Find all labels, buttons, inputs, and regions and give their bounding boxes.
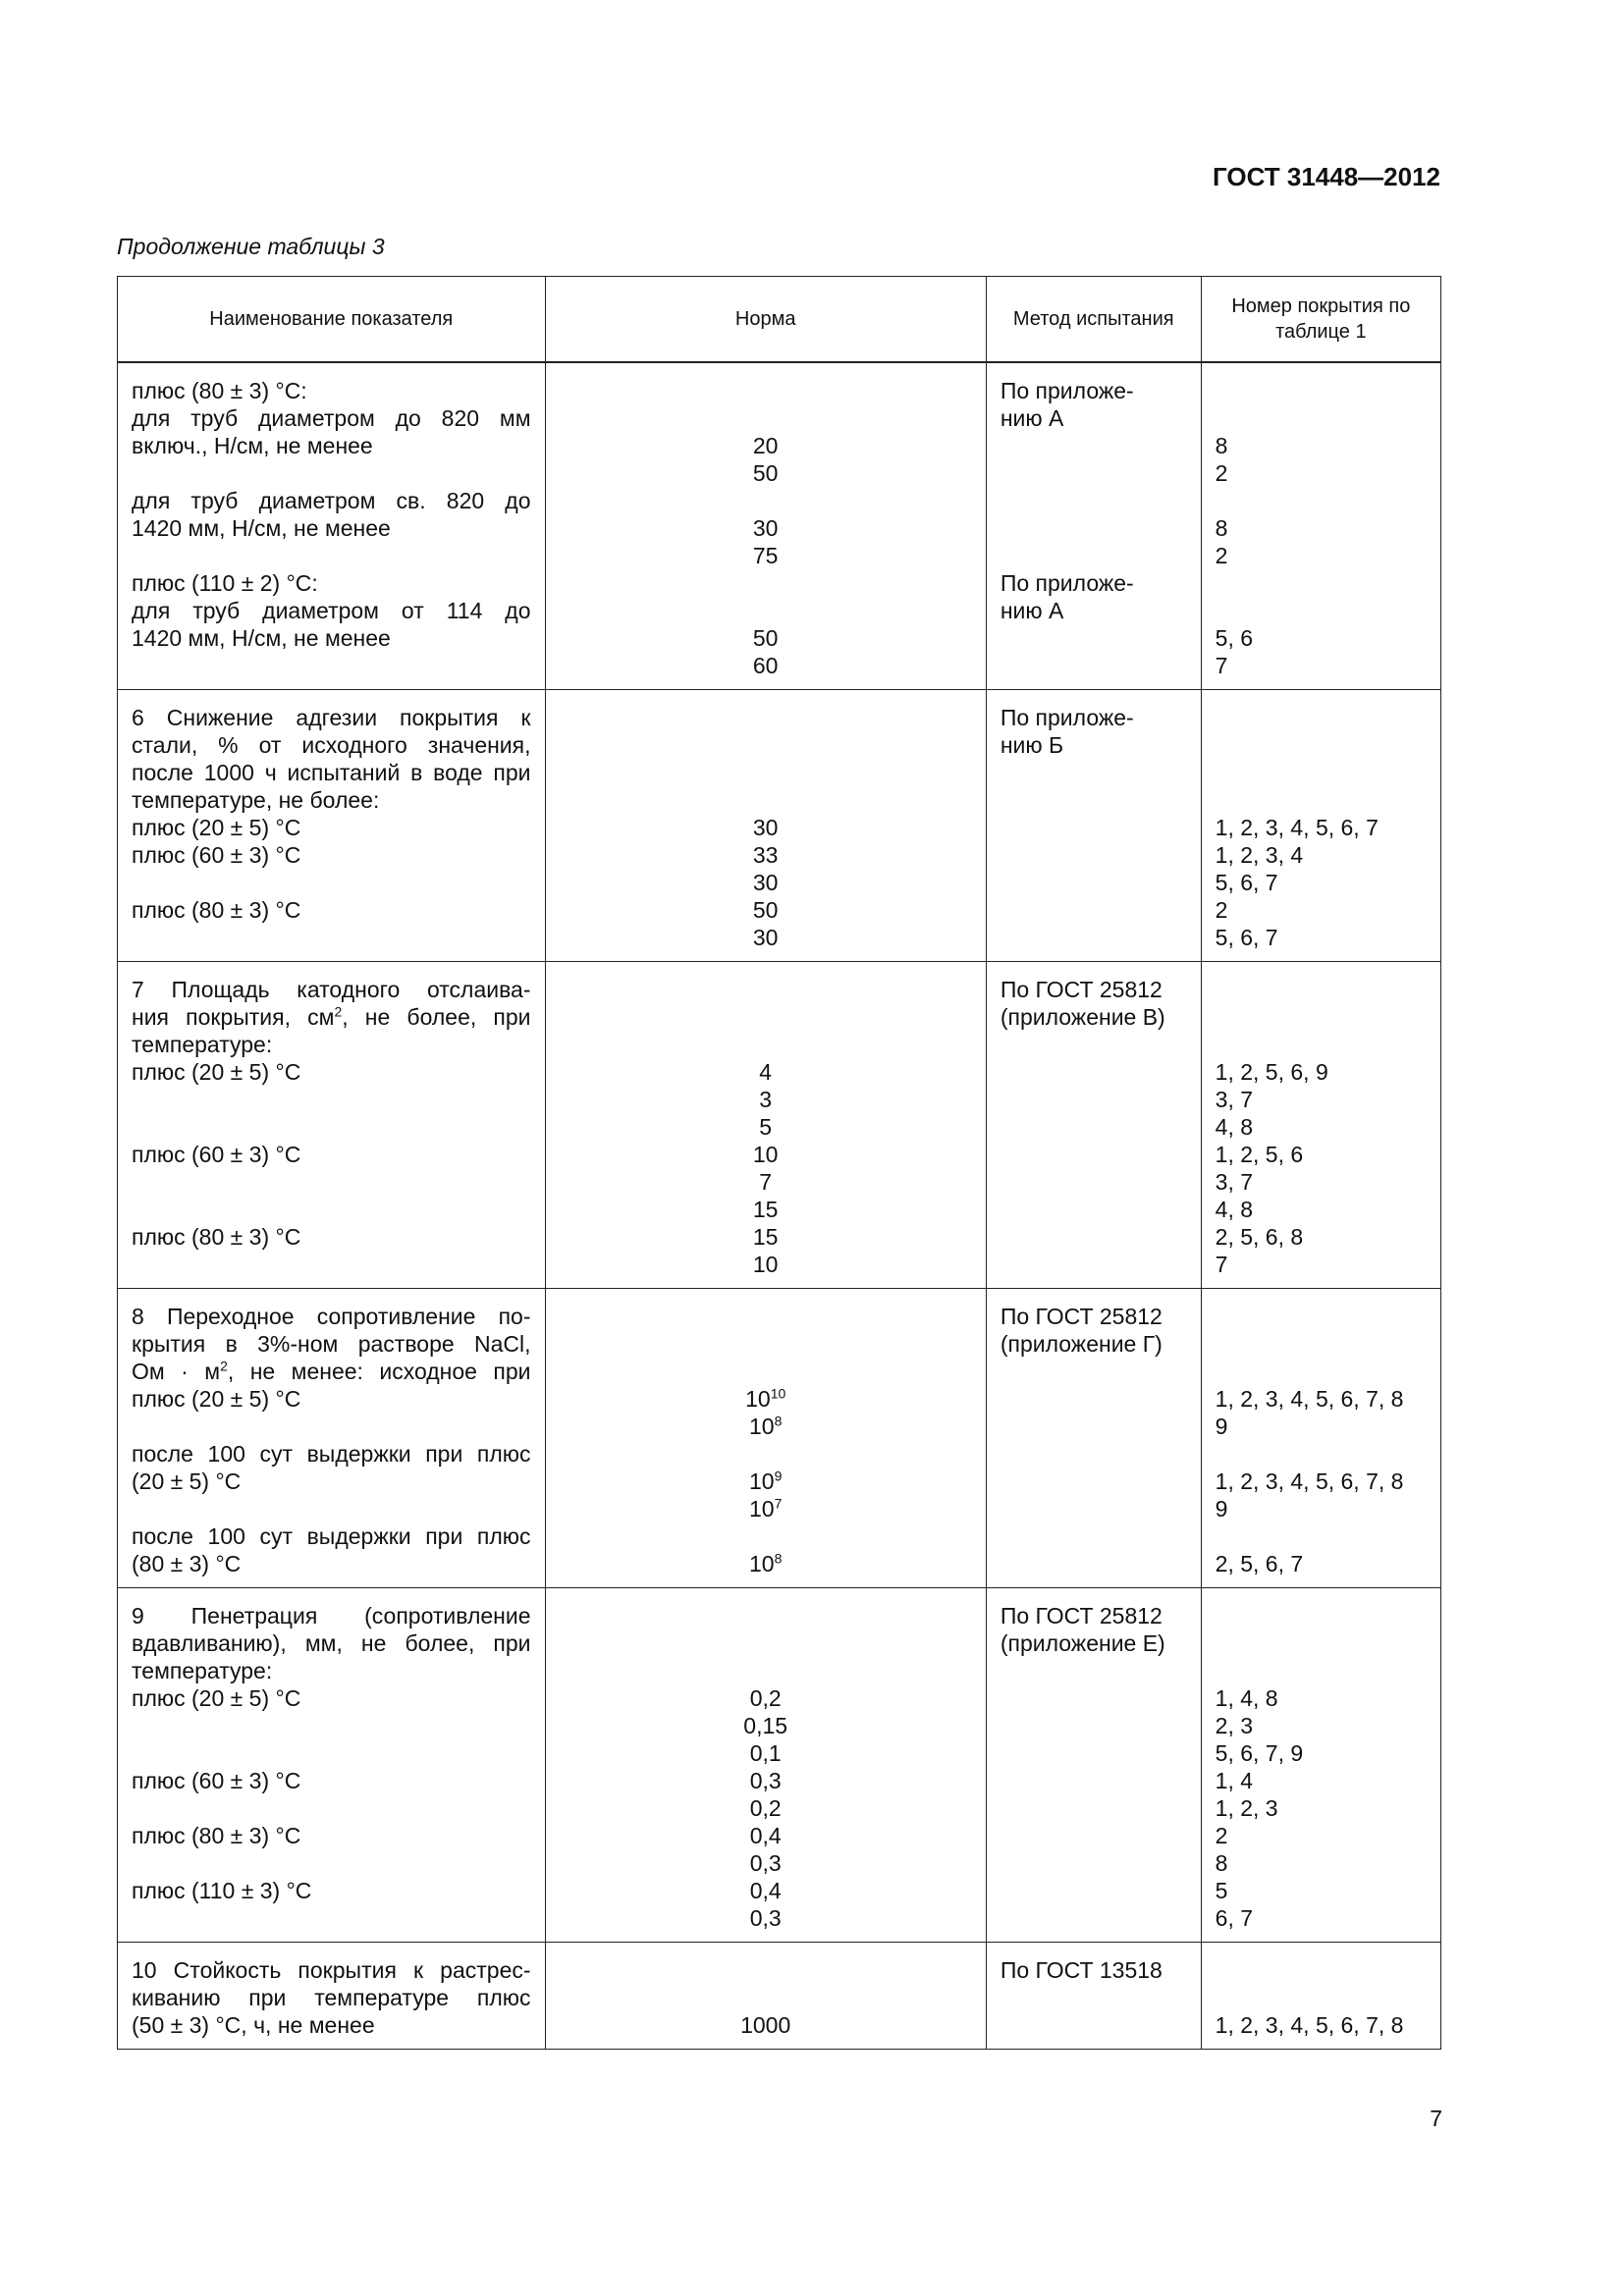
cell-line — [560, 1984, 972, 2011]
cell-line: плюс (80 ± 3) °C — [132, 1224, 301, 1250]
norm-cell — [545, 1943, 986, 2050]
cell-line: 9 Пенетрация (сопротивление — [132, 1603, 531, 1629]
cell-line: 8 — [1215, 433, 1228, 458]
cell-line — [1001, 1657, 1187, 1684]
cell-line — [560, 569, 972, 597]
cell-line — [1216, 786, 1427, 814]
cell-line — [1001, 759, 1187, 786]
cell-line — [1001, 1223, 1187, 1251]
cell-line: 75 — [752, 543, 779, 568]
cell-line: включ., Н/см, не менее — [132, 433, 373, 458]
cell-line — [1001, 1877, 1187, 1904]
cell-line: 1, 2, 3, 4, 5, 6, 7, 8 — [1215, 2012, 1404, 2038]
cell-line — [1001, 1712, 1187, 1739]
cell-line: По приложе- — [1000, 705, 1134, 730]
cell-line: нию А — [1000, 598, 1064, 623]
indicator-cell — [118, 1943, 546, 2050]
method-cell — [986, 690, 1201, 962]
cell-line: 1, 4, 8 — [1215, 1685, 1278, 1711]
cell-line: 5, 6, 7 — [1215, 870, 1278, 895]
cell-line: вдавливанию), мм, не более, при — [132, 1630, 531, 1656]
cell-line: 6 Снижение адгезии покрытия к — [132, 705, 531, 730]
coating-number-cell — [1201, 962, 1440, 1289]
cell-line — [1216, 1956, 1427, 1984]
cell-line — [1216, 1003, 1427, 1031]
cell-line — [1001, 514, 1187, 542]
cell-line — [560, 1303, 972, 1330]
cell-line: 60 — [752, 653, 779, 678]
cell-line — [1001, 1822, 1187, 1849]
cell-line — [1001, 487, 1187, 514]
cell-line — [560, 786, 972, 814]
cell-line: 0,4 — [749, 1878, 782, 1903]
cell-line — [1001, 1031, 1187, 1058]
cell-line: плюс (60 ± 3) °C — [132, 1142, 301, 1167]
cell-line: 1, 2, 3 — [1215, 1795, 1278, 1821]
cell-line: 0,2 — [749, 1685, 782, 1711]
cell-line — [132, 1849, 531, 1877]
method-cell — [986, 1289, 1201, 1588]
cell-line: 0,4 — [749, 1823, 782, 1848]
cell-line: 2 — [1215, 1823, 1228, 1848]
coating-number-cell — [1201, 362, 1440, 690]
cell-line: 2, 5, 6, 8 — [1215, 1224, 1304, 1250]
cell-line — [1001, 896, 1187, 924]
table-row — [118, 362, 1441, 690]
table-row — [118, 962, 1441, 1289]
cell-line — [560, 704, 972, 731]
cell-line: $10^7$ — [748, 1495, 783, 1522]
cell-line — [1001, 1794, 1187, 1822]
cell-line — [1216, 1602, 1427, 1629]
cell-line — [560, 1440, 972, 1468]
cell-line — [132, 542, 531, 569]
cell-line: 5 — [759, 1114, 773, 1140]
cell-line: температуре: — [132, 1658, 273, 1683]
cell-line — [1216, 704, 1427, 731]
cell-line — [1216, 1522, 1427, 1550]
header-coating-number: Номер покрытия по таблице 1 — [1201, 277, 1440, 363]
cell-line — [1001, 432, 1187, 459]
header-indicator: Наименование показателя — [118, 277, 546, 363]
cell-line — [1216, 759, 1427, 786]
cell-line — [1216, 569, 1427, 597]
coating-number-cell — [1201, 1588, 1440, 1943]
cell-line — [1001, 1196, 1187, 1223]
cell-line: плюс (60 ± 3) °C — [132, 1768, 301, 1793]
cell-line: 1, 2, 3, 4, 5, 6, 7, 8 — [1215, 1386, 1404, 1412]
cell-line: 7 Площадь катодного отслаива- — [132, 977, 531, 1002]
cell-line — [1216, 1984, 1427, 2011]
cell-line: 9 — [1215, 1496, 1228, 1522]
cell-line: плюс (20 ± 5) °C — [132, 815, 301, 840]
cell-line — [1001, 1849, 1187, 1877]
cell-line — [560, 1602, 972, 1629]
cell-line: плюс (80 ± 3) °C — [132, 897, 301, 923]
cell-line — [560, 487, 972, 514]
cell-line: $10^{10}$ — [745, 1385, 786, 1412]
cell-line — [1001, 624, 1187, 652]
cell-line — [1001, 1358, 1187, 1385]
cell-line — [560, 1330, 972, 1358]
cell-line: для труб диаметром до 820 мм — [132, 405, 531, 431]
cell-line — [1216, 1303, 1427, 1330]
cell-line — [132, 652, 531, 679]
cell-line: 6, 7 — [1215, 1905, 1254, 1931]
cell-line: По приложе- — [1000, 378, 1134, 403]
cell-line — [1001, 1550, 1187, 1577]
document-code: ГОСТ 31448—2012 — [1213, 162, 1440, 191]
cell-line: 2, 3 — [1215, 1713, 1254, 1738]
cell-line: 0,3 — [749, 1768, 782, 1793]
cell-line: 2 — [1215, 543, 1228, 568]
cell-line — [132, 1739, 531, 1767]
cell-line — [1001, 1739, 1187, 1767]
cell-line: плюс (20 ± 5) °C — [132, 1685, 301, 1711]
cell-line: 1420 мм, Н/см, не менее — [132, 625, 391, 651]
cell-line: 3, 7 — [1215, 1087, 1254, 1112]
cell-line — [560, 404, 972, 432]
cell-line — [1216, 487, 1427, 514]
table-body — [118, 362, 1441, 2050]
cell-line: 2, 5, 6, 7 — [1215, 1551, 1304, 1576]
cell-line — [132, 1712, 531, 1739]
cell-line: температуре, не более: — [132, 787, 380, 813]
cell-line — [560, 1522, 972, 1550]
cell-line: 2 — [1215, 897, 1228, 923]
cell-line — [1001, 1904, 1187, 1932]
cell-line — [1001, 786, 1187, 814]
cell-line — [1001, 1086, 1187, 1113]
cell-line — [560, 731, 972, 759]
cell-line — [560, 597, 972, 624]
cell-line: 3 — [759, 1087, 773, 1112]
table-row — [118, 1943, 1441, 2050]
indicator-cell — [118, 1289, 546, 1588]
cell-line — [560, 1629, 972, 1657]
cell-line — [1216, 377, 1427, 404]
cell-line — [1001, 1767, 1187, 1794]
cell-line: (приложение Е) — [1000, 1630, 1165, 1656]
cell-line — [1001, 459, 1187, 487]
cell-line — [1216, 1358, 1427, 1385]
cell-line: 30 — [752, 515, 779, 541]
cell-line — [560, 1358, 972, 1385]
cell-line — [1001, 542, 1187, 569]
cell-line: 10 — [752, 1142, 779, 1167]
cell-line — [1216, 597, 1427, 624]
cell-line — [132, 869, 531, 896]
cell-line — [560, 1956, 972, 1984]
cell-line: 50 — [752, 625, 779, 651]
cell-line: Ом · $м^2$, не менее: исходное при — [132, 1358, 531, 1384]
cell-line: нию Б — [1000, 732, 1064, 758]
cell-line: 30 — [752, 925, 779, 950]
cell-line: температуре: — [132, 1032, 273, 1057]
cell-line: плюс (110 ± 3) °C — [132, 1878, 312, 1903]
cell-line: 1420 мм, Н/см, не менее — [132, 515, 391, 541]
cell-line — [1001, 869, 1187, 896]
coating-number-cell — [1201, 690, 1440, 962]
norm-cell — [545, 1289, 986, 1588]
cell-line: $10^8$ — [748, 1413, 783, 1439]
cell-line — [1001, 1495, 1187, 1522]
cell-line: 50 — [752, 897, 779, 923]
method-cell — [986, 962, 1201, 1289]
cell-line: 1, 2, 5, 6, 9 — [1215, 1059, 1328, 1085]
table-caption: Продолжение таблицы 3 — [117, 234, 385, 259]
cell-line — [560, 976, 972, 1003]
cell-line: 1000 — [740, 2012, 791, 2038]
norm-cell — [545, 962, 986, 1289]
page-number: 7 — [1430, 2106, 1442, 2131]
cell-line: плюс (80 ± 3) °C: — [132, 378, 307, 403]
cell-line — [1216, 1031, 1427, 1058]
cell-line — [1216, 1657, 1427, 1684]
cell-line: (80 ± 3) °C — [132, 1551, 242, 1576]
cell-line — [1001, 1251, 1187, 1278]
cell-line — [132, 1251, 531, 1278]
cell-line: $10^8$ — [748, 1550, 783, 1576]
cell-line — [132, 1196, 531, 1223]
method-cell — [986, 1588, 1201, 1943]
cell-line: ния покрытия, $см^2$, не более, при — [132, 1003, 531, 1030]
indicator-cell — [118, 690, 546, 962]
cell-line — [1001, 1984, 1187, 2011]
cell-line — [1001, 1684, 1187, 1712]
cell-line — [1001, 1141, 1187, 1168]
cell-line: 5, 6 — [1215, 625, 1254, 651]
coating-number-cell — [1201, 1289, 1440, 1588]
cell-line: 15 — [752, 1197, 779, 1222]
cell-line: 1, 2, 3, 4, 5, 6, 7, 8 — [1215, 1468, 1404, 1494]
cell-line: (20 ± 5) °C — [132, 1468, 242, 1494]
cell-line: после 1000 ч испытаний в воде при — [132, 760, 531, 785]
cell-line — [132, 459, 531, 487]
cell-line — [132, 1904, 531, 1932]
cell-line: 4, 8 — [1215, 1197, 1254, 1222]
cell-line: стали, % от исходного значения, — [132, 732, 531, 758]
cell-line: киванию при температуре плюс — [132, 1985, 531, 2010]
cell-line: крытия в 3%-ном растворе NaCl, — [132, 1331, 531, 1357]
cell-line: 4, 8 — [1215, 1114, 1254, 1140]
cell-line: (приложение В) — [1000, 1004, 1165, 1030]
cell-line: 0,3 — [749, 1850, 782, 1876]
cell-line: 1, 2, 3, 4 — [1215, 842, 1304, 868]
cell-line — [132, 1794, 531, 1822]
cell-line: после 100 сут выдержки при плюс — [132, 1523, 531, 1549]
cell-line — [132, 1168, 531, 1196]
cell-line: 5, 6, 7, 9 — [1215, 1740, 1304, 1766]
cell-line: после 100 сут выдержки при плюс — [132, 1441, 531, 1467]
cell-line: (50 ± 3) °C, ч, не менее — [132, 2012, 375, 2038]
cell-line: По приложе- — [1000, 570, 1134, 596]
cell-line: 20 — [752, 433, 779, 458]
norm-cell — [545, 362, 986, 690]
cell-line: 1, 2, 5, 6 — [1215, 1142, 1304, 1167]
cell-line: 15 — [752, 1224, 779, 1250]
cell-line: 0,3 — [749, 1905, 782, 1931]
cell-line — [1001, 1413, 1187, 1440]
cell-line — [560, 1657, 972, 1684]
cell-line — [1001, 1440, 1187, 1468]
cell-line: нию А — [1000, 405, 1064, 431]
cell-line — [1001, 841, 1187, 869]
indicator-cell — [118, 962, 546, 1289]
coating-number-cell — [1201, 1943, 1440, 2050]
norm-cell — [545, 690, 986, 962]
cell-line: плюс (80 ± 3) °C — [132, 1823, 301, 1848]
table-row — [118, 690, 1441, 962]
cell-line: 0,15 — [743, 1713, 788, 1738]
cell-line: 10 — [752, 1252, 779, 1277]
cell-line — [132, 1413, 531, 1440]
cell-line: 8 — [1215, 515, 1228, 541]
cell-line: $10^9$ — [748, 1468, 783, 1494]
cell-line: плюс (110 ± 2) °C: — [132, 570, 318, 596]
cell-line — [560, 759, 972, 786]
specification-table — [117, 276, 1441, 2050]
cell-line — [1001, 652, 1187, 679]
cell-line: 0,1 — [749, 1740, 782, 1766]
cell-line: для труб диаметром св. 820 до — [132, 488, 531, 513]
cell-line — [1001, 2011, 1187, 2039]
cell-line: для труб диаметром от 114 до — [132, 598, 531, 623]
cell-line: 7 — [1215, 653, 1228, 678]
cell-line — [1001, 1385, 1187, 1413]
cell-line: 2 — [1215, 460, 1228, 486]
cell-line: 9 — [1215, 1414, 1228, 1439]
cell-line: 10 Стойкость покрытия к растрес- — [132, 1957, 531, 1983]
indicator-cell — [118, 1588, 546, 1943]
cell-line — [1216, 731, 1427, 759]
cell-line: 7 — [1215, 1252, 1228, 1277]
cell-line: 1, 2, 3, 4, 5, 6, 7 — [1215, 815, 1379, 840]
cell-line — [1001, 1168, 1187, 1196]
cell-line: 7 — [759, 1169, 773, 1195]
cell-line — [132, 1086, 531, 1113]
cell-line: 0,2 — [749, 1795, 782, 1821]
cell-line: 30 — [752, 815, 779, 840]
indicator-cell — [118, 362, 546, 690]
cell-line: По ГОСТ 25812 — [1000, 977, 1163, 1002]
cell-line: 50 — [752, 460, 779, 486]
cell-line: плюс (20 ± 5) °C — [132, 1386, 301, 1412]
cell-line: По ГОСТ 13518 — [1000, 1957, 1163, 1983]
cell-line — [1216, 976, 1427, 1003]
table-row — [118, 1289, 1441, 1588]
method-cell — [986, 1943, 1201, 2050]
table-header-row — [118, 277, 1441, 363]
cell-line — [1001, 814, 1187, 841]
cell-line: 33 — [752, 842, 779, 868]
cell-line: плюс (20 ± 5) °C — [132, 1059, 301, 1085]
cell-line: 30 — [752, 870, 779, 895]
cell-line — [132, 1495, 531, 1522]
cell-line — [1001, 1468, 1187, 1495]
cell-line: плюс (60 ± 3) °C — [132, 842, 301, 868]
cell-line: 5, 6, 7 — [1215, 925, 1278, 950]
cell-line: (приложение Г) — [1000, 1331, 1163, 1357]
cell-line — [560, 377, 972, 404]
cell-line — [1001, 924, 1187, 951]
norm-cell — [545, 1588, 986, 1943]
cell-line: 5 — [1215, 1878, 1228, 1903]
cell-line — [1216, 1440, 1427, 1468]
cell-line — [560, 1031, 972, 1058]
cell-line: 8 Переходное сопротивление по- — [132, 1304, 531, 1329]
cell-line: 3, 7 — [1215, 1169, 1254, 1195]
cell-line — [560, 1003, 972, 1031]
cell-line — [1001, 1522, 1187, 1550]
cell-line — [1216, 1629, 1427, 1657]
cell-line: 4 — [759, 1059, 773, 1085]
cell-line — [1216, 1330, 1427, 1358]
cell-line: По ГОСТ 25812 — [1000, 1304, 1163, 1329]
header-method: Метод испытания — [986, 277, 1201, 363]
cell-line — [1001, 1058, 1187, 1086]
cell-line: 1, 4 — [1215, 1768, 1254, 1793]
cell-line — [132, 1113, 531, 1141]
method-cell — [986, 362, 1201, 690]
cell-line — [1216, 404, 1427, 432]
table-row — [118, 1588, 1441, 1943]
header-norm: Норма — [545, 277, 986, 363]
cell-line — [132, 924, 531, 951]
cell-line: 8 — [1215, 1850, 1228, 1876]
cell-line — [1001, 1113, 1187, 1141]
cell-line: По ГОСТ 25812 — [1000, 1603, 1163, 1629]
